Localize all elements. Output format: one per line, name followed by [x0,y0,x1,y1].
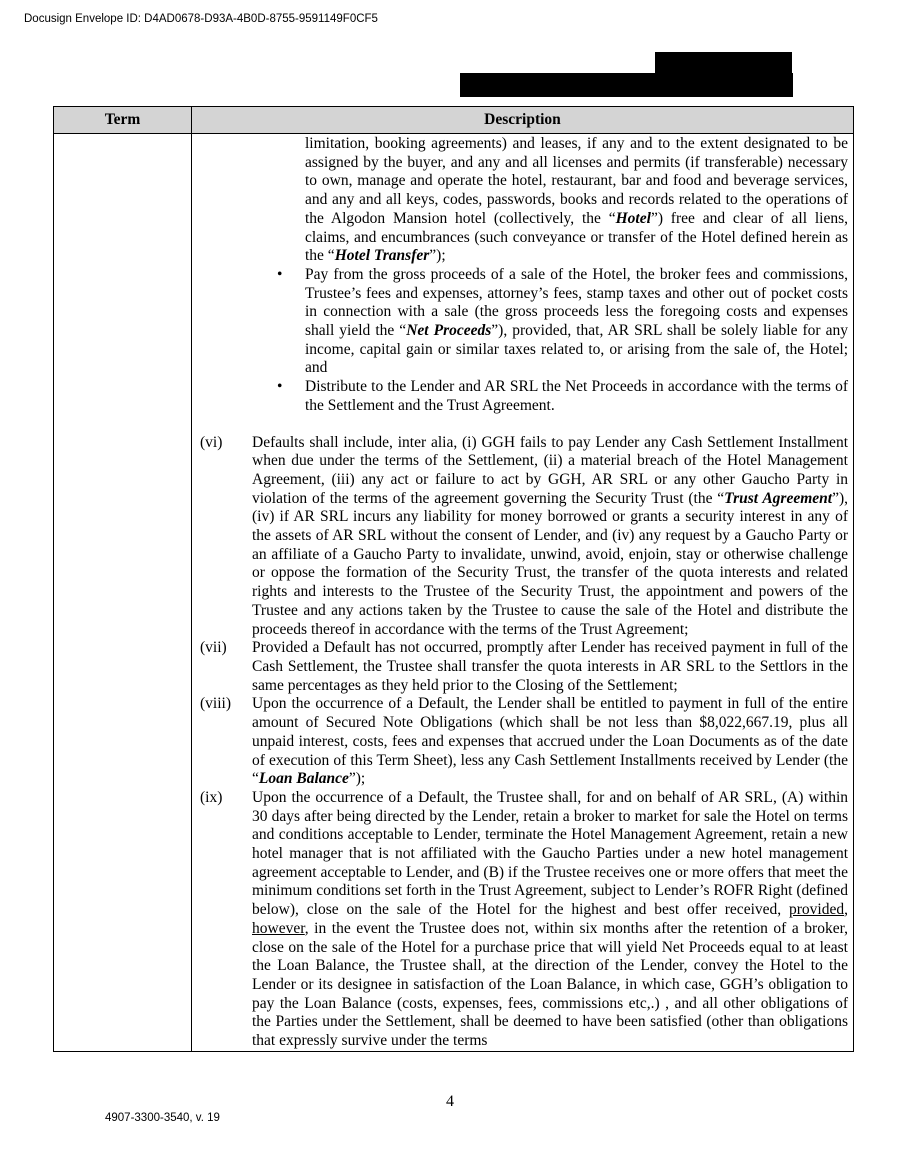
clause-number: (viii) [200,695,231,713]
clause-number: (vi) [200,433,223,451]
term-cell [54,134,192,1052]
bullet-dot: • [277,378,283,396]
description-column-header: Description [192,107,854,134]
envelope-id: Docusign Envelope ID: D4AD0678-D93A-4B0D-8755-9591149F0CF5 [24,13,378,25]
page-number: 4 [446,1093,454,1110]
bullet-dot: • [277,265,283,283]
redaction-bar [460,73,793,97]
clause-number: (ix) [200,788,223,806]
clause-vii: (vii) Provided a Default has not occurred, promptly after Lender has received payment in full of the Cash Settlement, the Trustee shall transfer the quota interests in AR SRL to the Settlors in the same percentages as they held prior to the Closing of the Settlement; [200,639,848,694]
clause-viii: (viii) Upon the occurrence of a Default, the Lender shall be entitled to payment in full of the entire amount of Secured Note Obligations (which shall be not less than $8,022,667.19, plus all unpaid interest, costs, fees and expenses that accrued under the Loan Documents as of the date of execution of this Term Sheet), less any Cash Settlement Installments received by Lender (the “Loan Balance”); [200,695,848,788]
clause-vi: (vi) Defaults shall include, inter alia, (i) GGH fails to pay Lender any Cash Settlement Installment when due under the terms of the Settlement, (ii) a material breach of the Hotel Management Agreement, (iii) any act or failure to act by GGH, AR SRL or any other Gaucho Party in violation of the terms of the agreement governing the Security Trust (the “Trust Agreement”), (iv) if AR SRL incurs any liability for money borrowed or grants a security interest in any of the assets of AR SRL without the consent of Lender, and (iv) any request by a Gaucho Party or an affiliate of a Gaucho Party to invalidate, unwind, avoid, enjoin, stay or otherwise challenge or oppose the formation of the Security Trust, the transfer of the quota interests and related rights and interests to the Trustee of the Security Trust, the appointment and powers of the Trustee and any actions taken by the Trustee to cause the sale of the Hotel and distribute the proceeds thereof in accordance with the terms of the Trust Agreement; [200,433,848,638]
bullet-item-continued: limitation, booking agreements) and leases, if any and to the extent designated to be assigned by the buyer, and any and all licenses and permits (if transferable) necessary to own, manage and operate the hotel, restaurant, bar and food and beverage services, and any and all keys, codes, passwords, books and records related to the operations of the Algodon Mansion hotel (collectively, the “Hotel”) free and clear of all liens, claims, and encumbrances (such conveyance or transfer of the Hotel defined herein as the “Hotel Transfer”); [305,135,848,265]
bullet-item-pay: • Pay from the gross proceeds of a sale of the Hotel, the broker fees and commissions, Trustee’s fees and expenses, attorney’s fees, stamp taxes and other out of pocket costs in connection with a sale (the gross proceeds less the foregoing costs and expenses shall yield the “Net Proceeds”), provided, that, AR SRL shall be solely liable for any income, capital gain or similar taxes related to, or arising from the sale of, the Hotel; and [277,265,848,377]
description-cell [192,134,854,1052]
term-sheet-table [53,106,854,1052]
clause-list [192,434,848,1051]
redaction-bar [655,52,792,74]
clause-number: (vii) [200,639,227,657]
bullet-item-distribute: • Distribute to the Lender and AR SRL the Net Proceeds in accordance with the terms of the Settlement and the Trust Agreement. [277,378,848,414]
bullet-list [192,135,848,416]
term-column-header: Term [54,107,192,134]
clause-ix: (ix) Upon the occurrence of a Default, the Trustee shall, for and on behalf of AR SRL, (A) within 30 days after being directed by the Lender, retain a broker to market for sale the Hotel on terms and conditions acceptable to Lender, terminate the Hotel Management Agreement, retain a new hotel manager that is not affiliated with the Gaucho Parties under a new hotel management agreement acceptable to Lender, and (B) if the Trustee receives one or more offers that meet the minimum conditions set forth in the Trust Agreement, subject to Lender’s ROFR Right (defined below), close on the sale of the Hotel for the highest and best offer received, provided, however, in the event the Trustee does not, within six months after the retention of a broker, close on the sale of the Hotel for a purchase price that will yield Net Proceeds equal to at least the Loan Balance, the Trustee shall, at the direction of the Lender, convey the Hotel to the Lender or its designee in satisfaction of the Loan Balance, in which case, GGH’s obligation to pay the Loan Balance (costs, expenses, fees, commissions etc,.) , and all other obligations of the Parties under the Settlement, shall be deemed to have been satisfied (other than obligations that expressly survive under the terms [200,788,848,1050]
document-id: 4907-3300-3540, v. 19 [105,1112,220,1124]
